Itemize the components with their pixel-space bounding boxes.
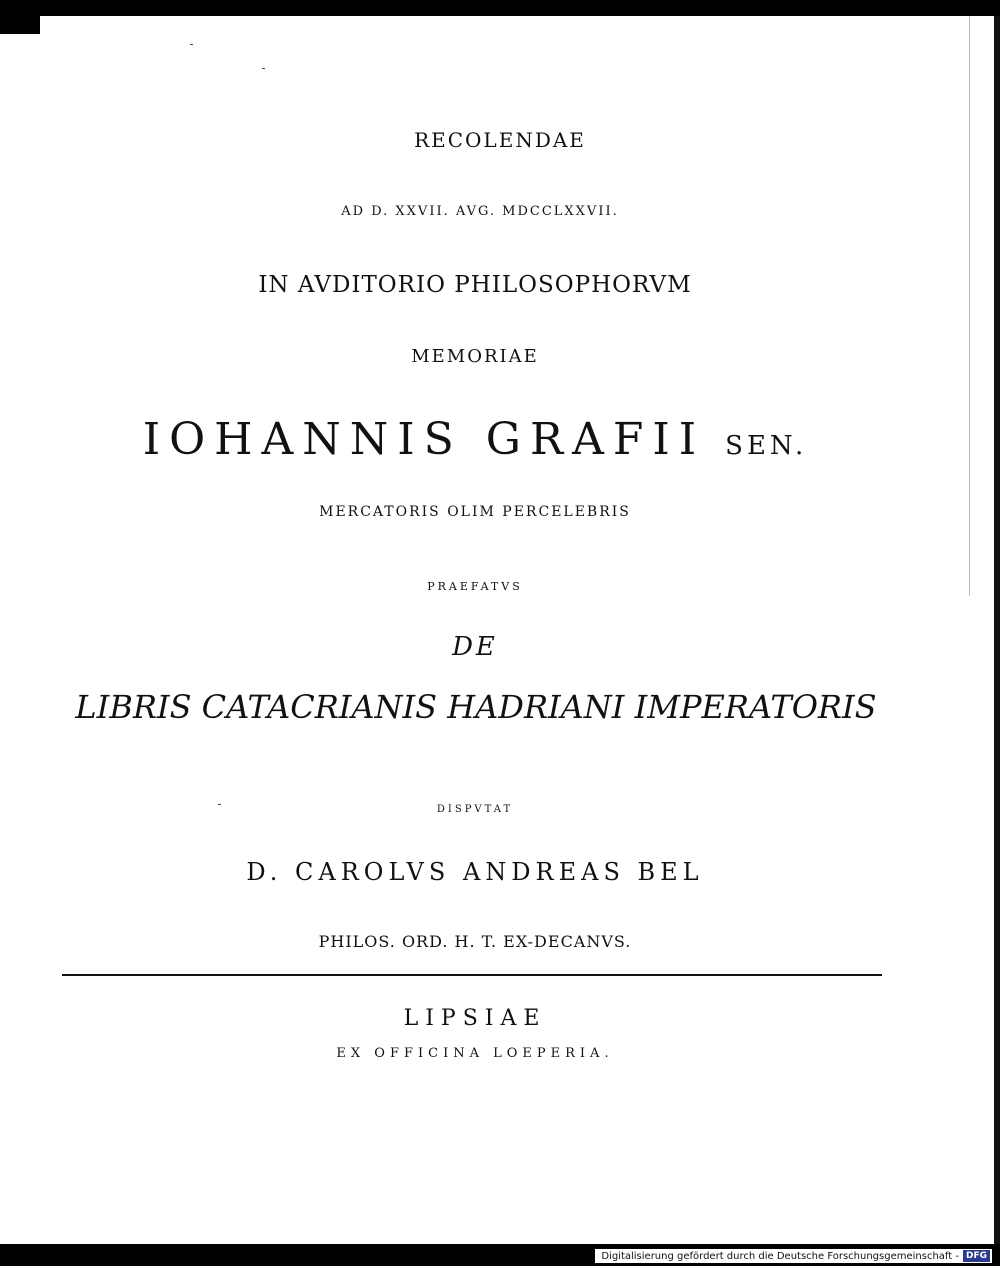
title-name-suffix: SEN. <box>725 431 808 461</box>
credit-text: Digitalisierung gefördert durch die Deutsche Forschungsgemeinschaft - <box>601 1250 959 1262</box>
title-line-author: D. CAROLVS ANDREAS BEL <box>246 858 704 886</box>
title-line-author-title: PHILOS. ORD. H. T. EX-DECANVS. <box>318 932 632 951</box>
title-line-subject: LIBRIS CATACRIANIS HADRIANI IMPERATORIS <box>75 688 877 726</box>
scan-edge-top-left <box>0 16 40 34</box>
speck <box>262 68 265 69</box>
speck <box>190 44 193 45</box>
title-line-date: AD D. XXVII. AVG. MDCCLXXVII. <box>341 204 619 219</box>
title-line-recolendae: RECOLENDAE <box>414 128 586 152</box>
title-line-disputat: DISPVTAT <box>436 804 514 815</box>
imprint-printer: EX OFFICINA LOEPERIA. <box>336 1046 614 1061</box>
title-line-name <box>0 414 975 465</box>
title-line-auditorio: IN AVDITORIO PHILOSOPHORVM <box>258 272 692 298</box>
scan-edge-right-dark <box>994 16 1000 1244</box>
document-page <box>0 16 1000 1244</box>
title-line-mercatoris: MERCATORIS OLIM PERCELEBRIS <box>319 504 631 520</box>
digitization-credit <box>595 1249 992 1263</box>
title-line-de: DE <box>452 632 498 662</box>
horizontal-rule <box>62 974 882 976</box>
title-line-memoriae: MEMORIAE <box>411 346 539 367</box>
title-name-main: IOHANNIS GRAFII <box>142 414 706 465</box>
dfg-logo: DFG <box>963 1250 990 1262</box>
title-line-praefatus: PRAEFATVS <box>427 580 523 593</box>
imprint-place: LIPSIAE <box>403 1006 547 1031</box>
